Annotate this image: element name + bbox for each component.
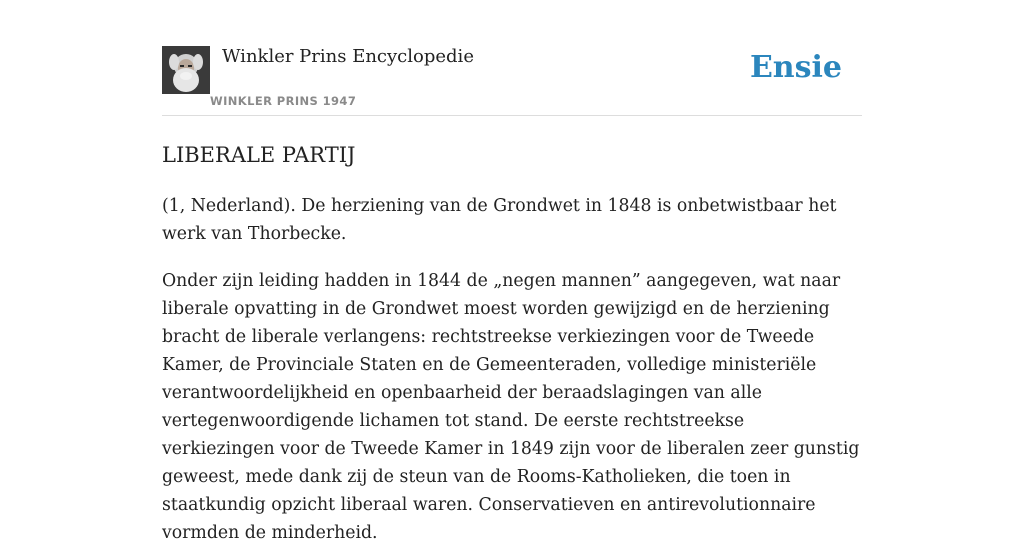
article-paragraph: Onder zijn leiding hadden in 1844 de „negen mannen” aangegeven, wat naar liberale opvatting in de Grondwet moest worden gewijzigd en de herziening bracht de liberale verlangens: rechtstreekse verkiezingen voor de Tweede Kamer, de Provinciale Staten en de Gemeenteraden, volledige ministeriële verantwoordelijkheid en openbaarheid der beraadslagingen van alle vertegenwoordigende lichamen tot stand. De eerste rechtstreekse verkiezingen voor de Tweede Kamer in 1849 zijn voor de liberalen zeer gunstig geweest, mede dank zij de steun van de Rooms-Katholieken, die toen in staatkundig opzicht liberaal waren. Conservatieven en antirevolutionnaire vormden de minderheid. (162, 271, 860, 543)
site-header (162, 0, 862, 116)
header-divider (162, 115, 862, 116)
brand-logo[interactable]: Ensie (749, 50, 842, 85)
edition-label[interactable]: WINKLER PRINS 1947 (210, 94, 357, 108)
article-title: LIBERALE PARTIJ (162, 143, 356, 167)
portrait-icon (162, 46, 210, 94)
author-avatar[interactable] (162, 46, 210, 94)
site-name[interactable]: Winkler Prins Encyclopedie (222, 46, 474, 67)
article (162, 140, 862, 547)
article-paragraph: (1, Nederland). De herziening van de Grondwet in 1848 is onbetwistbaar het werk van Thorbecke. (162, 196, 837, 244)
